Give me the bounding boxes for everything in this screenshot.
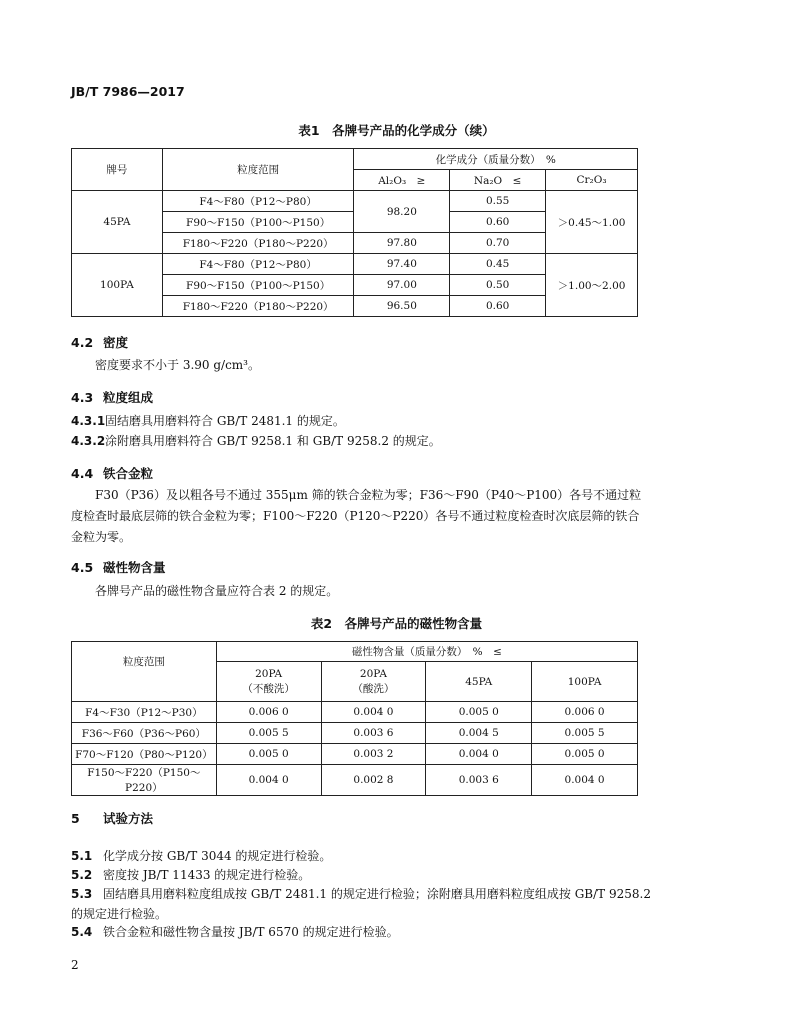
clause-4-3-2 [71,431,651,451]
na2o-cell: 0.60 [450,296,546,317]
ferroalloy-text: F30（P36）及以粗各号不通过 355μm 筛的铁合金粒为零；F36～F90（P40～P100）各号不通过粒度检查时最底层筛的铁合金粒为零；F100～F220（P120～P220）各号不通过粒度检查时次底层筛的铁合金粒为零。 [71,488,642,544]
table-row [72,765,638,796]
clause-number: 5.3 [71,887,93,901]
grit-cell: F150～F220（P150～P220） [72,765,217,796]
clause-number: 4.3.1 [71,414,106,428]
standard-code: JB/T 7986—2017 [71,84,185,99]
grade-cell: 100PA [72,254,163,317]
value-cell: 0.002 8 [321,765,426,796]
header-magnetic-content: 磁性物含量（质量分数） % ≤ [216,642,637,662]
value-cell: 0.005 0 [532,744,638,765]
cr2o3-cell: ＞1.00～2.00 [546,254,638,317]
grit-cell: F90～F150（P100～P150） [162,212,354,233]
section-4-3-heading [71,388,153,406]
grit-cell: F180～F220（P180～P220） [162,233,354,254]
section-4-4-heading [71,464,153,482]
value-cell: 0.004 5 [426,723,532,744]
value-cell: 0.003 6 [426,765,532,796]
grit-cell: F36～F60（P36～P60） [72,723,217,744]
clause-5-4 [71,922,651,942]
chemical-composition-table [71,148,638,317]
table-row [72,191,638,212]
magnetic-content-table [71,641,638,796]
page-number: 2 [71,958,79,972]
section-title: 磁性物含量 [103,560,166,575]
col-note: （不酸洗） [242,682,295,695]
al2o3-cell: 97.80 [354,233,450,254]
na2o-cell: 0.60 [450,212,546,233]
clause-number: 5.1 [71,849,93,863]
table-row [72,744,638,765]
table1-caption: 表1 各牌号产品的化学成分（续） [298,123,495,138]
header-al2o3: Al₂O₃ ≥ [354,170,450,191]
table-row [72,254,638,275]
value-cell: 0.004 0 [321,702,426,723]
al2o3-cell: 96.50 [354,296,450,317]
grit-cell: F180～F220（P180～P220） [162,296,354,317]
header-100pa: 100PA [532,662,638,702]
na2o-cell: 0.45 [450,254,546,275]
section-number: 4.5 [71,560,94,575]
value-cell: 0.005 5 [216,723,321,744]
section-number: 4.4 [71,466,94,481]
grade-cell: 45PA [72,191,163,254]
value-cell: 0.005 5 [532,723,638,744]
clause-text: 密度按 JB/T 11433 的规定进行检验。 [103,868,311,882]
clause-number: 5.4 [71,925,93,939]
value-cell: 0.006 0 [216,702,321,723]
section-title: 粒度组成 [103,390,154,405]
value-cell: 0.005 0 [426,702,532,723]
grit-cell: F4～F80（P12～P80） [162,254,354,275]
table-row [72,723,638,744]
clause-5-3 [71,884,651,924]
table-row [72,702,638,723]
magnetic-text: 各牌号产品的磁性物含量应符合表 2 的规定。 [95,584,339,598]
al2o3-cell: 97.00 [354,275,450,296]
header-45pa: 45PA [426,662,532,702]
section-title: 试验方法 [103,811,154,826]
section-title: 铁合金粒 [103,466,154,481]
value-cell: 0.004 0 [216,765,321,796]
col-note: （酸洗） [352,682,395,695]
section-4-2-heading [71,333,128,351]
header-grade: 牌号 [72,149,163,191]
value-cell: 0.004 0 [426,744,532,765]
clause-text: 固结磨具用磨料符合 GB/T 2481.1 的规定。 [105,414,345,428]
header-cr2o3: Cr₂O₃ [546,170,638,191]
value-cell: 0.004 0 [532,765,638,796]
value-cell: 0.003 2 [321,744,426,765]
clause-text: 铁合金粒和磁性物含量按 JB/T 6570 的规定进行检验。 [103,925,399,939]
na2o-cell: 0.50 [450,275,546,296]
clause-4-3-1 [71,411,651,431]
clause-number: 4.3.2 [71,434,106,448]
cr2o3-cell: ＞0.45～1.00 [546,191,638,254]
grit-cell: F70～F120（P80～P120） [72,744,217,765]
header-20pa-unpickled [216,662,321,702]
clause-text: 固结磨具用磨料粒度组成按 GB/T 2481.1 的规定进行检验；涂附磨具用磨料粒度组成按 GB/T 9258.2 的规定进行检验。 [71,887,651,921]
density-text: 密度要求不小于 3.90 g/cm³。 [95,358,260,372]
clause-text: 化学成分按 GB/T 3044 的规定进行检验。 [103,849,332,863]
na2o-cell: 0.55 [450,191,546,212]
clause-number: 5.2 [71,868,93,882]
header-chem-composition: 化学成分（质量分数） % [354,149,638,170]
section-number: 4.2 [71,335,94,350]
header-grit-range: 粒度范围 [72,642,217,702]
section-5-heading [71,809,153,827]
grit-cell: F4～F80（P12～P80） [162,191,354,212]
section-title: 密度 [103,335,129,350]
clause-5-2 [71,865,651,885]
value-cell: 0.006 0 [532,702,638,723]
header-grit-range: 粒度范围 [162,149,354,191]
col-grade: 20PA [255,667,283,680]
section-number: 5 [71,811,80,826]
al2o3-cell: 98.20 [354,191,450,233]
grit-cell: F4～F30（P12～P30） [72,702,217,723]
header-na2o: Na₂O ≤ [450,170,546,191]
col-grade: 20PA [359,667,387,680]
grit-cell: F90～F150（P100～P150） [162,275,354,296]
value-cell: 0.005 0 [216,744,321,765]
table2-caption: 表2 各牌号产品的磁性物含量 [310,616,483,631]
value-cell: 0.003 6 [321,723,426,744]
header-20pa-pickled [321,662,426,702]
clause-5-1 [71,846,651,866]
na2o-cell: 0.70 [450,233,546,254]
clause-text: 涂附磨具用磨料符合 GB/T 9258.1 和 GB/T 9258.2 的规定。 [105,434,441,448]
section-4-5-heading [71,558,166,576]
section-number: 4.3 [71,390,94,405]
al2o3-cell: 97.40 [354,254,450,275]
